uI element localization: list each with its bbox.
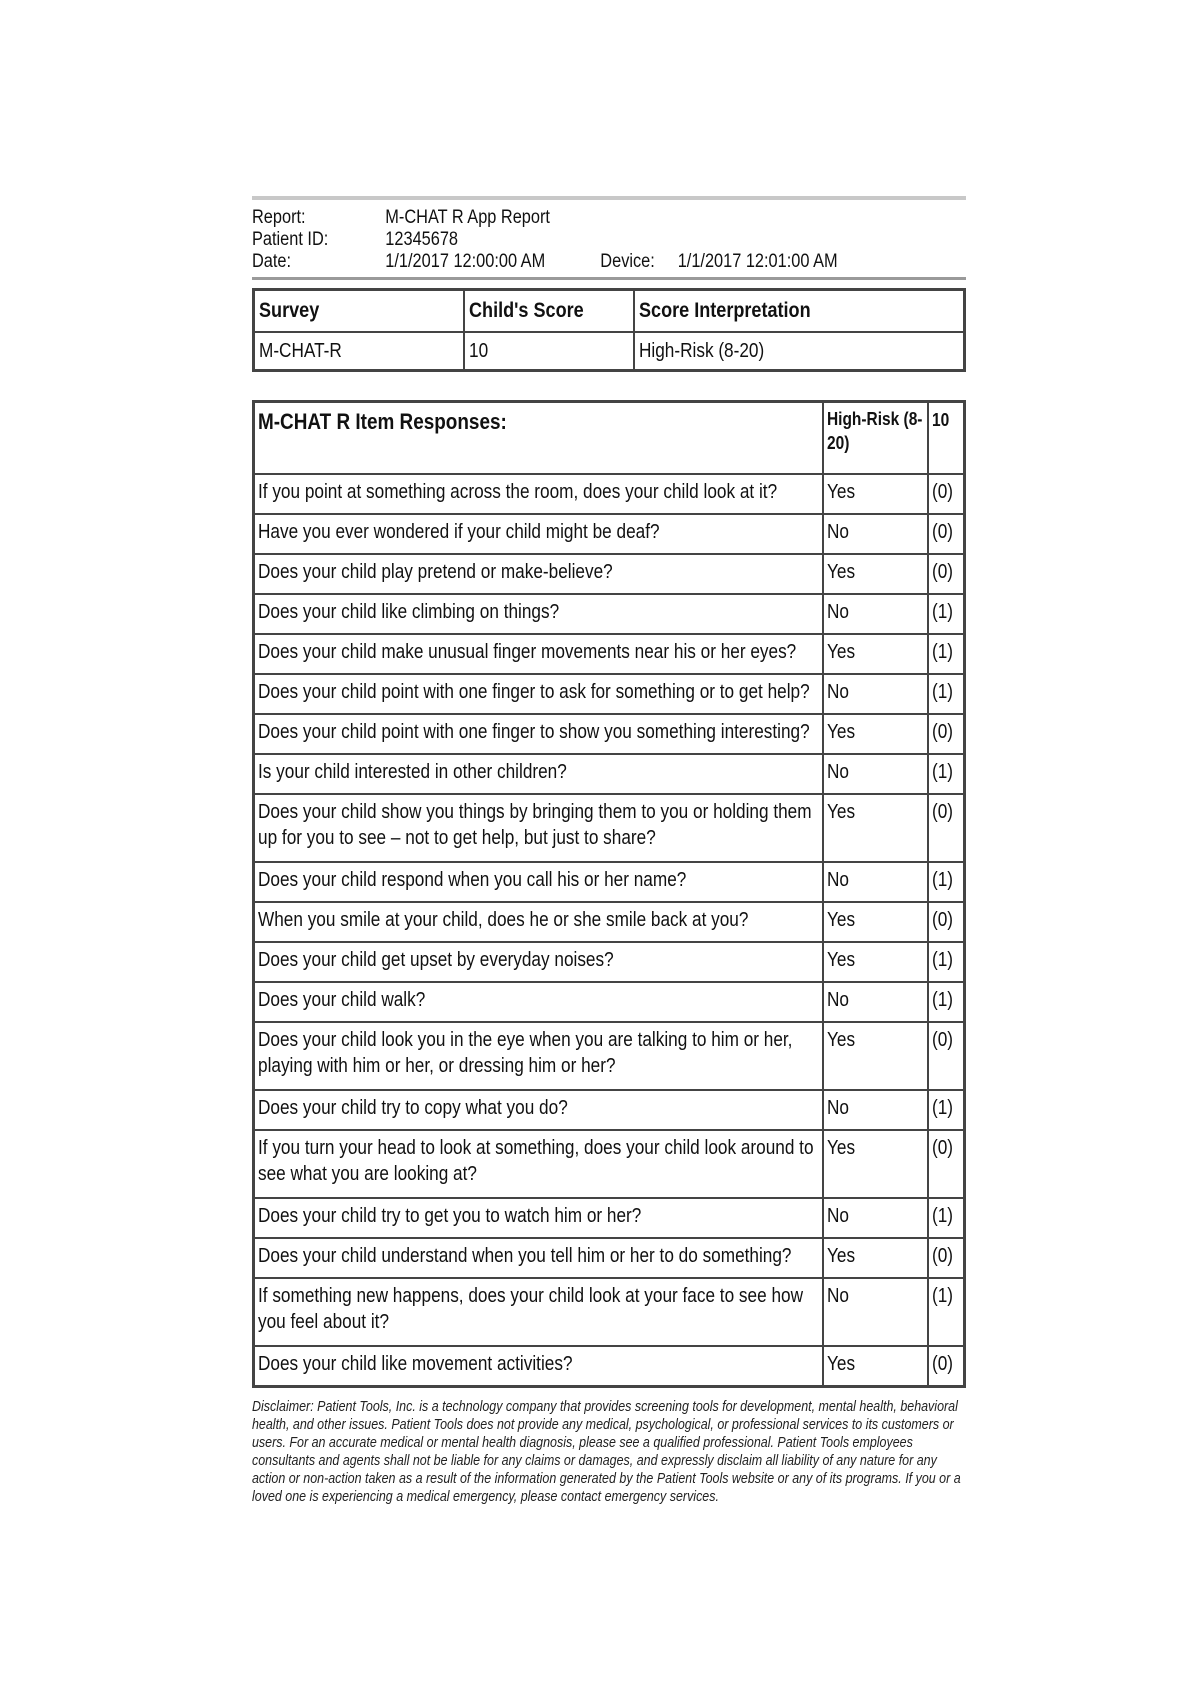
question-cell: [254, 634, 823, 674]
question-text: Have you ever wondered if your child might be deaf?: [258, 521, 660, 543]
question-cell: [254, 982, 823, 1022]
question-cell: [254, 1090, 823, 1130]
item-score-text: (0): [931, 481, 953, 503]
answer-cell: [823, 474, 928, 514]
question-cell: [254, 1198, 823, 1238]
item-score-cell: [928, 474, 965, 514]
score-interpretation-header: Score Interpretation: [634, 290, 965, 333]
item-score-text: (0): [931, 909, 953, 931]
item-score-cell: [928, 754, 965, 794]
item-row: [254, 714, 965, 754]
device-label: Device:: [600, 251, 655, 272]
answer-cell: [823, 634, 928, 674]
item-score-text: (0): [931, 1353, 953, 1375]
risk-header: High-Risk (8-20): [823, 402, 928, 475]
answer-cell: [823, 1090, 928, 1130]
answer-cell: [823, 554, 928, 594]
question-text: Does your child walk?: [258, 989, 426, 1011]
question-cell: [254, 714, 823, 754]
item-row: [254, 942, 965, 982]
item-score-text: (1): [931, 641, 953, 663]
report-label: Report:: [252, 207, 306, 228]
answer-cell: [823, 1238, 928, 1278]
answer-cell: [823, 1022, 928, 1090]
answer-text: Yes: [826, 481, 855, 503]
question-text: Does your child like movement activities?: [258, 1353, 573, 1375]
report-value: M-CHAT R App Report: [385, 207, 550, 228]
item-score-text: (1): [931, 1285, 953, 1307]
answer-text: No: [826, 989, 849, 1011]
item-score-text: (0): [931, 1029, 953, 1051]
question-cell: [254, 942, 823, 982]
item-score-cell: [928, 1346, 965, 1387]
score-summary-table: [252, 288, 966, 372]
item-score-cell: [928, 794, 965, 862]
item-score-cell: [928, 942, 965, 982]
question-cell: [254, 594, 823, 634]
item-row: [254, 634, 965, 674]
question-text: Does your child get upset by everyday noises?: [258, 949, 614, 971]
answer-text: No: [826, 681, 849, 703]
answer-text: Yes: [826, 909, 855, 931]
answer-text: No: [826, 869, 849, 891]
item-row: [254, 1090, 965, 1130]
item-score-text: (1): [931, 949, 953, 971]
item-score-cell: [928, 1278, 965, 1346]
item-score-text: (0): [931, 521, 953, 543]
item-score-cell: [928, 554, 965, 594]
patient-id-value: 12345678: [385, 229, 459, 250]
answer-cell: [823, 982, 928, 1022]
item-row: [254, 554, 965, 594]
question-cell: [254, 794, 823, 862]
question-text: Does your child point with one finger to ask for something or to get help?: [258, 681, 810, 703]
question-text: Does your child like climbing on things?: [258, 601, 560, 623]
question-cell: [254, 1130, 823, 1198]
device-value: 1/1/2017 12:01:00 AM: [677, 251, 838, 272]
answer-text: Yes: [826, 1029, 855, 1051]
item-score-cell: [928, 1130, 965, 1198]
item-row: [254, 1346, 965, 1387]
answer-text: No: [826, 601, 849, 623]
question-cell: [254, 514, 823, 554]
item-score-cell: [928, 1198, 965, 1238]
answer-cell: [823, 1198, 928, 1238]
item-score-text: (0): [931, 1137, 953, 1159]
answer-text: Yes: [826, 801, 855, 823]
item-score-text: (1): [931, 761, 953, 783]
question-text: Does your child respond when you call his or her name?: [258, 869, 687, 891]
summary-header-row: [254, 290, 965, 333]
item-row: [254, 594, 965, 634]
answer-cell: [823, 754, 928, 794]
item-row: [254, 1278, 965, 1346]
item-row: [254, 862, 965, 902]
answer-text: No: [826, 1205, 849, 1227]
item-rows: [254, 474, 965, 1387]
answer-cell: [823, 1130, 928, 1198]
report-row: [252, 206, 866, 228]
answer-text: No: [826, 1097, 849, 1119]
question-cell: [254, 754, 823, 794]
item-score-cell: [928, 594, 965, 634]
question-text: Does your child look you in the eye when you are talking to him or her, playing with him or her, or dressing him or her?: [258, 1029, 793, 1077]
question-text: Does your child understand when you tell him or her to do something?: [258, 1245, 792, 1267]
score-header: 10: [928, 402, 965, 475]
question-cell: [254, 554, 823, 594]
item-score-text: (0): [931, 801, 953, 823]
date-row: [252, 250, 866, 272]
item-row: [254, 902, 965, 942]
question-text: If something new happens, does your child look at your face to see how you feel about it?: [258, 1285, 803, 1333]
date-label: Date:: [252, 251, 292, 272]
answer-text: Yes: [826, 641, 855, 663]
answer-cell: [823, 942, 928, 982]
item-score-cell: [928, 1238, 965, 1278]
report-meta: [252, 206, 866, 272]
item-score-text: (0): [931, 721, 953, 743]
item-row: [254, 474, 965, 514]
item-responses-table: [252, 400, 966, 1388]
answer-text: Yes: [826, 721, 855, 743]
child-score-header: Child's Score: [464, 290, 634, 333]
item-score-cell: [928, 1022, 965, 1090]
item-score-cell: [928, 674, 965, 714]
patient-row: [252, 228, 866, 250]
answer-text: No: [826, 1285, 849, 1307]
item-score-text: (1): [931, 1205, 953, 1227]
item-score-cell: [928, 902, 965, 942]
question-cell: [254, 902, 823, 942]
survey-header: Survey: [254, 290, 465, 333]
question-cell: [254, 1022, 823, 1090]
item-score-text: (1): [931, 601, 953, 623]
question-cell: [254, 1278, 823, 1346]
item-row: [254, 1238, 965, 1278]
answer-cell: [823, 1278, 928, 1346]
item-row: [254, 674, 965, 714]
answer-cell: [823, 514, 928, 554]
question-text: Does your child point with one finger to show you something interesting?: [258, 721, 810, 743]
answer-cell: [823, 794, 928, 862]
answer-text: Yes: [826, 1353, 855, 1375]
top-rule: [252, 196, 966, 200]
item-row: [254, 1198, 965, 1238]
question-text: If you point at something across the room, does your child look at it?: [258, 481, 778, 503]
answer-text: No: [826, 521, 849, 543]
question-cell: [254, 1346, 823, 1387]
question-text: When you smile at your child, does he or she smile back at you?: [258, 909, 749, 931]
item-row: [254, 1022, 965, 1090]
item-row: [254, 514, 965, 554]
answer-cell: [823, 594, 928, 634]
answer-text: No: [826, 761, 849, 783]
item-row: [254, 1130, 965, 1198]
item-score-text: (0): [931, 1245, 953, 1267]
question-cell: [254, 1238, 823, 1278]
answer-text: Yes: [826, 1245, 855, 1267]
child-score-value: 10: [464, 332, 634, 371]
item-score-cell: [928, 634, 965, 674]
question-text: Is your child interested in other children?: [258, 761, 567, 783]
question-cell: [254, 674, 823, 714]
header-rule: [252, 277, 966, 280]
answer-cell: [823, 674, 928, 714]
question-cell: [254, 862, 823, 902]
score-interpretation-value: High-Risk (8-20): [634, 332, 965, 371]
answer-text: Yes: [826, 949, 855, 971]
survey-value: M-CHAT-R: [254, 332, 465, 371]
item-score-text: (1): [931, 1097, 953, 1119]
summary-value-row: [254, 332, 965, 371]
item-score-cell: [928, 862, 965, 902]
item-score-cell: [928, 514, 965, 554]
question-text: Does your child try to copy what you do?: [258, 1097, 568, 1119]
items-title: M-CHAT R Item Responses:: [254, 402, 823, 475]
question-cell: [254, 474, 823, 514]
question-text: If you turn your head to look at something, does your child look around to see what you are looking at?: [258, 1137, 814, 1185]
item-row: [254, 982, 965, 1022]
question-text: Does your child show you things by bringing them to you or holding them up for you to see – not to get help, but just to share?: [258, 801, 812, 849]
answer-cell: [823, 1346, 928, 1387]
question-text: Does your child play pretend or make-believe?: [258, 561, 613, 583]
item-score-cell: [928, 1090, 965, 1130]
answer-cell: [823, 862, 928, 902]
item-score-text: (1): [931, 681, 953, 703]
question-text: Does your child make unusual finger movements near his or her eyes?: [258, 641, 797, 663]
answer-text: Yes: [826, 561, 855, 583]
item-score-text: (1): [931, 869, 953, 891]
answer-cell: [823, 902, 928, 942]
item-score-text: (0): [931, 561, 953, 583]
item-score-text: (1): [931, 989, 953, 1011]
item-row: [254, 794, 965, 862]
answer-text: Yes: [826, 1137, 855, 1159]
item-row: [254, 754, 965, 794]
report-page: [252, 196, 966, 1506]
items-header-row: [254, 402, 965, 475]
patient-id-label: Patient ID:: [252, 229, 329, 250]
disclaimer-text: Disclaimer: Patient Tools, Inc. is a technology company that provides screening tools for development, mental health, behavioral health, and other issues. Patient Tools does not provide any medical, psychological, or professional services to its customers or users. For an accurate medical or mental health diagnosis, please see a qualified professional. Patient Tools employees consultants and agents shall not be liable for any claims or damages, and expressly disclaim all liability of any nature for any action or non-action taken as a result of the information generated by the Patient Tools website or any of its programs. If you or a loved one is experiencing a medical emergency, please contact emergency services.: [252, 1399, 961, 1505]
item-score-cell: [928, 714, 965, 754]
date-value: 1/1/2017 12:00:00 AM: [385, 251, 546, 272]
item-score-cell: [928, 982, 965, 1022]
question-text: Does your child try to get you to watch him or her?: [258, 1205, 642, 1227]
answer-cell: [823, 714, 928, 754]
